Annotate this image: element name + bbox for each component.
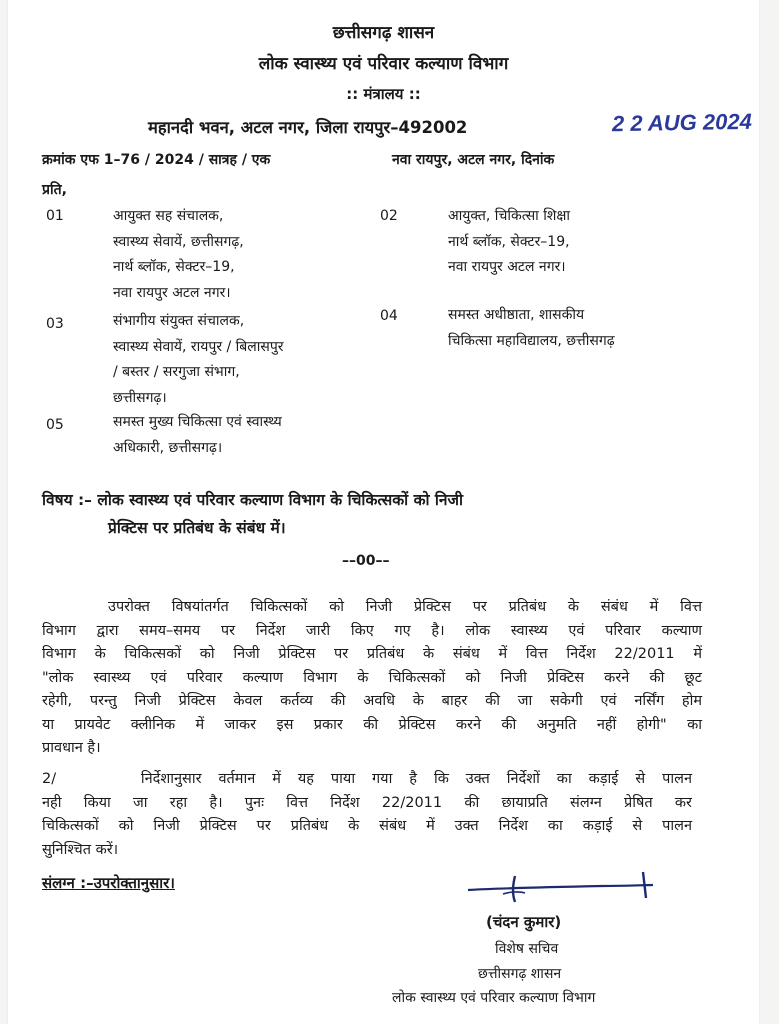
subject bbox=[42, 486, 463, 542]
recipient-number: 03 bbox=[46, 316, 64, 332]
separator: ––00–– bbox=[342, 553, 390, 569]
address-line: स्वास्थ्य सेवायें, रायपुर / बिलासपुर bbox=[113, 338, 284, 355]
prati-label: प्रति, bbox=[42, 182, 67, 198]
signatory-designation: विशेष सचिव bbox=[495, 941, 559, 957]
address-line: आयुक्त सह संचालक, bbox=[113, 208, 224, 224]
address-line: अधिकारी, छत्तीसगढ़। bbox=[113, 439, 223, 456]
paragraph-line: या प्रायवेट क्लीनिक में जाकर इस प्रकार की प्रेक्टिस करने की अनुमति नहीं होगी" का bbox=[42, 716, 702, 733]
paragraph-line: "लोक स्वास्थ्य एवं परिवार कल्याण विभाग के चिकित्सकों को निजी प्रेक्टिस करने की छूट bbox=[42, 669, 702, 686]
ministry-heading: :: मंत्रालय :: bbox=[346, 85, 421, 103]
address-line: नार्थ ब्लॉक, सेक्टर–19, bbox=[448, 233, 570, 250]
enclosure: संलग्न :–उपरोक्तानुसार। bbox=[42, 874, 175, 892]
office-address: महानदी भवन, अटल नगर, जिला रायपुर–492002 bbox=[148, 118, 468, 137]
recipient-address bbox=[113, 204, 244, 306]
reference-number: क्रमांक एफ 1–76 / 2024 / सात्रह / एक bbox=[42, 152, 271, 168]
signatory-govt: छत्तीसगढ़ शासन bbox=[478, 966, 562, 982]
address-line: नवा रायपुर अटल नगर। bbox=[113, 284, 231, 301]
address-line: समस्त मुख्य चिकित्सा एवं स्वास्थ्य bbox=[113, 414, 282, 430]
recipient-number: 02 bbox=[380, 208, 398, 224]
address-line: समस्त अधीष्ठाता, शासकीय bbox=[448, 307, 585, 323]
paragraph-line: 2/ निर्देशानुसार वर्तमान में यह पाया गया है कि उक्त निर्देशों का कड़ाई से पालन bbox=[42, 771, 692, 787]
address-line: नवा रायपुर अटल नगर। bbox=[448, 259, 566, 275]
address-line: चिकित्सा महाविद्यालय, छत्तीसगढ़ bbox=[448, 332, 615, 349]
govt-heading: छत्तीसगढ़ शासन bbox=[332, 23, 435, 43]
date-stamp: 2 2 AUG 2024 bbox=[611, 108, 753, 137]
recipient-address bbox=[113, 410, 282, 461]
body-paragraph-2 bbox=[42, 768, 692, 862]
paragraph-line: चिकित्सकों को निजी प्रेक्टिस पर प्रतिबंध के संबंध में उक्त निर्देश का कड़ाई से पालन bbox=[42, 818, 692, 834]
recipient-address bbox=[113, 309, 284, 411]
recipient-address bbox=[448, 303, 615, 354]
letter-page bbox=[8, 0, 759, 1024]
address-line: / बस्तर / सरगुजा संभाग, bbox=[113, 364, 240, 380]
recipient-number: 04 bbox=[380, 308, 398, 324]
address-line: संभागीय संयुक्त संचालक, bbox=[113, 313, 245, 329]
address-line: नार्थ ब्लॉक, सेक्टर–19, bbox=[113, 259, 235, 275]
paragraph-line: विभाग द्वारा समय–समय पर निर्देश जारी किए गए है। लोक स्वास्थ्य एवं परिवार कल्याण bbox=[42, 622, 702, 639]
paragraph-line: रहेगी, परन्तु निजी प्रेक्टिस केवल कर्तव्य की अवधि के बाहर की जा सकेगी एवं नर्सिंग होम bbox=[42, 693, 702, 709]
paragraph-line: सुनिश्चित करें। bbox=[42, 841, 119, 858]
subject-line: विषय :– लोक स्वास्थ्य एवं परिवार कल्याण विभाग के चिकित्सकों को निजी bbox=[42, 491, 464, 509]
paragraph-line: उपरोक्त विषयांतर्गत चिकित्सकों को निजी प्रेक्टिस पर प्रतिबंध के संबंध में वित्त bbox=[108, 599, 702, 615]
address-line: आयुक्त, चिकित्सा शिक्षा bbox=[448, 208, 571, 224]
department-heading: लोक स्वास्थ्य एवं परिवार कल्याण विभाग bbox=[258, 54, 509, 74]
body-paragraph-1 bbox=[42, 596, 702, 761]
signatory-department: लोक स्वास्थ्य एवं परिवार कल्याण विभाग bbox=[392, 990, 596, 1006]
signatory-name: (चंदन कुमार) bbox=[486, 913, 562, 931]
signature-mark bbox=[463, 868, 663, 908]
recipient-address bbox=[448, 204, 570, 281]
recipient-number: 05 bbox=[46, 417, 64, 433]
subject-line: प्रेक्टिस पर प्रतिबंध के संबंध में। bbox=[108, 519, 286, 537]
address-line: स्वास्थ्य सेवायें, छत्तीसगढ़, bbox=[113, 233, 244, 250]
address-line: छत्तीसगढ़। bbox=[113, 389, 167, 406]
place-date: नवा रायपुर, अटल नगर, दिनांक bbox=[392, 152, 555, 168]
paragraph-line: प्रावधान है। bbox=[42, 740, 101, 756]
paragraph-line: विभाग के चिकित्सकों को निजी प्रेक्टिस पर प्रतिबंध के संबंध में वित्त निर्देश 22/2011 में bbox=[42, 646, 702, 662]
paragraph-line: नही किया जा रहा है। पुनः वित्त निर्देश 22/2011 की छायाप्रति संलग्न प्रेषित कर bbox=[42, 794, 692, 811]
recipient-number: 01 bbox=[46, 208, 64, 224]
